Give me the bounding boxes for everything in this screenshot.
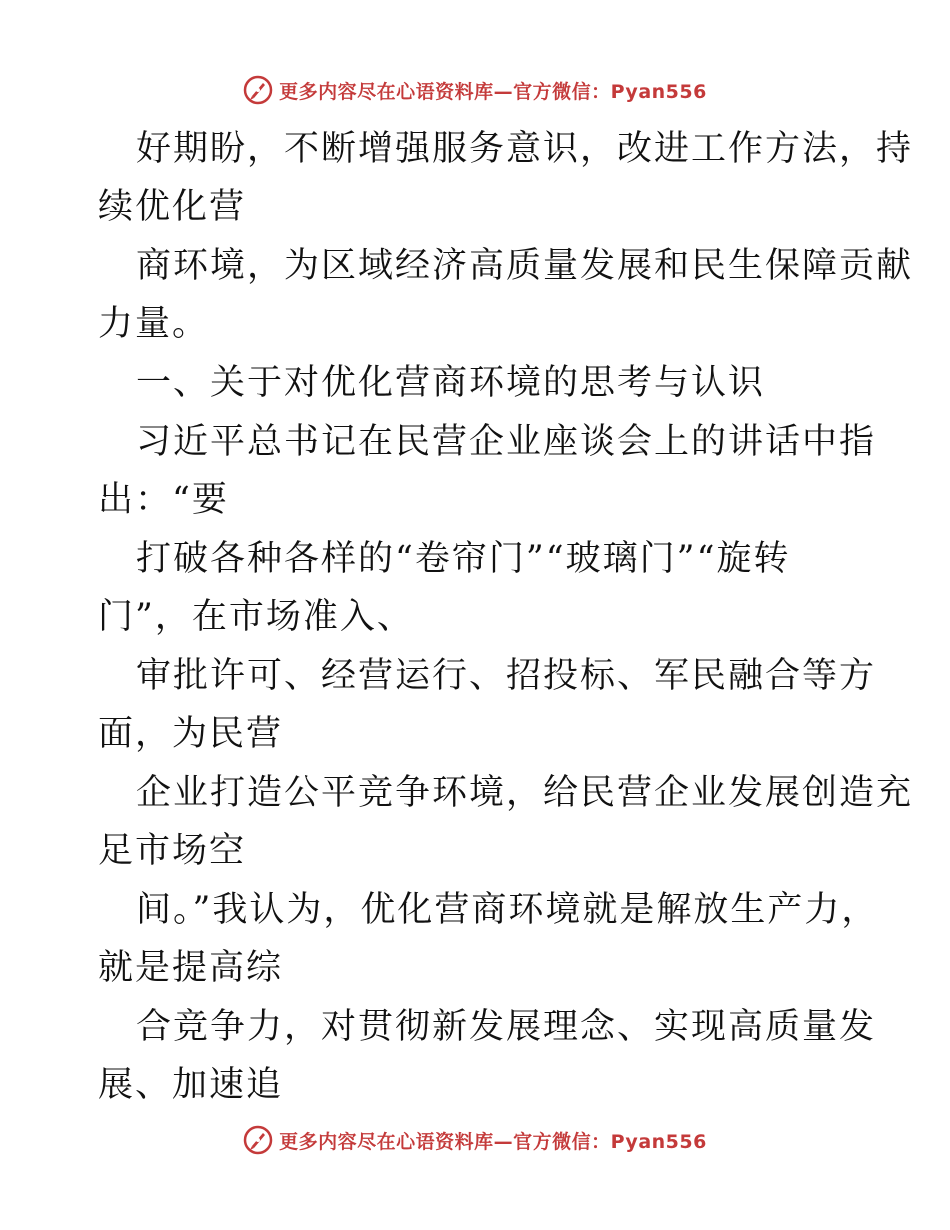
header-banner-text: 更多内容尽在心语资料库—官方微信：Pyan556 xyxy=(279,80,707,103)
quill-pen-logo-icon xyxy=(243,1125,273,1155)
section-heading: 一、关于对优化营商环境的思考与认识 xyxy=(136,363,766,403)
body-line: 续优化营 xyxy=(98,187,247,227)
quill-pen-logo-icon xyxy=(243,75,273,105)
body-line: 面，为民营 xyxy=(98,714,284,754)
body-line: 展、加速追 xyxy=(98,1065,284,1105)
body-line: 好期盼，不断增强服务意识，改进工作方法，持 xyxy=(136,129,914,169)
body-line: 打破各种各样的“卷帘门”“玻璃门”“旋转 xyxy=(136,539,791,579)
footer-banner-text: 更多内容尽在心语资料库—官方微信：Pyan556 xyxy=(279,1130,707,1153)
body-line: 商环境，为区域经济高质量发展和民生保障贡献 xyxy=(136,246,914,286)
footer-banner xyxy=(0,1122,950,1158)
body-line: 出：“要 xyxy=(98,480,229,520)
body-line: 间。”我认为，优化营商环境就是解放生产力， xyxy=(136,890,879,930)
body-line: 习近平总书记在民营企业座谈会上的讲话中指 xyxy=(136,422,877,462)
body-line: 就是提高综 xyxy=(98,948,284,988)
body-line: 门”，在市场准入、 xyxy=(98,597,414,637)
body-line: 审批许可、经营运行、招投标、军民融合等方 xyxy=(136,656,877,696)
body-line: 企业打造公平竞争环境，给民营企业发展创造充 xyxy=(136,773,914,813)
body-line: 足市场空 xyxy=(98,831,247,871)
header-banner xyxy=(0,72,950,108)
body-line: 力量。 xyxy=(98,304,210,344)
body-line: 合竞争力，对贯彻新发展理念、实现高质量发 xyxy=(136,1007,877,1047)
